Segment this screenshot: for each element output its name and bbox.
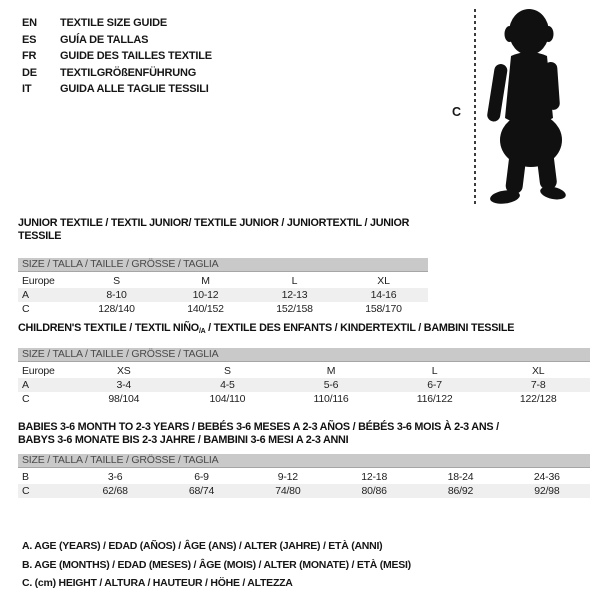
size-cell: 68/74 [188,485,215,497]
junior-textile-section [18,217,428,316]
size-cell: 5-6 [323,379,339,391]
size-cell: 7-8 [530,379,546,391]
language-legend [22,15,212,98]
size-cell: 6-9 [194,471,209,483]
size-cell: 3-6 [107,471,123,483]
size-cell: 128/140 [98,303,135,315]
size-header-bar: SIZE / TALLA / TAILLE / GRÖSSE / TAGLIA [18,454,590,468]
footnote-c: C. (cm) HEIGHT / ALTURA / HAUTEUR / HÖHE / ALTEZZA [22,577,293,589]
size-cell: 116/122 [416,393,453,405]
table-row [18,274,428,288]
table-row [18,378,590,392]
size-cell: 80/86 [361,485,387,497]
legend-label: GUIDA ALLE TAGLIE TESSILI [60,83,209,96]
size-cell: L [431,365,438,377]
size-cell: 6-7 [427,379,442,391]
language-code: ES [22,33,37,46]
size-cell: 152/158 [276,303,313,315]
size-cell: 98/104 [108,393,140,405]
size-cell: 140/152 [187,303,224,315]
size-header-bar: SIZE / TALLA / TAILLE / GRÖSSE / TAGLIA [18,258,428,272]
size-cell: 158/170 [365,303,402,315]
row-label: A [22,379,29,391]
size-table [18,274,428,316]
size-cell: 110/116 [313,393,349,405]
legend-label: GUIDE DES TAILLES TEXTILE [60,50,212,63]
size-header-bar: SIZE / TALLA / TAILLE / GRÖSSE / TAGLIA [18,348,590,362]
height-measure-label: C [452,105,462,119]
table-row [18,470,590,484]
language-code: EN [22,17,37,29]
size-cell: 4-5 [220,379,235,391]
size-cell: 18-24 [447,471,474,483]
legend-label: TEXTILE SIZE GUIDE [60,17,168,29]
size-cell: 3-4 [116,379,132,391]
row-label: Europe [22,275,55,287]
footnote-b: B. AGE (MONTHS) / EDAD (MESES) / ÂGE (MOIS) / ALTER (MONATE) / ETÀ (MESI) [22,558,411,571]
table-row [18,288,428,302]
size-cell: XS [116,365,131,377]
size-cell: 12-18 [361,471,388,483]
size-cell: S [223,365,231,377]
size-cell: M [201,275,210,287]
table-title-line: JUNIOR TEXTILE / TEXTIL JUNIOR/ TEXTILE JUNIOR / JUNIORTEXTIL / JUNIOR TESSILE [18,217,410,242]
size-cell: M [326,365,336,377]
footnote-a: A. AGE (YEARS) / EDAD (AÑOS) / ÂGE (ANS) / ALTER (JAHRE) / ETÀ (ANNI) [22,540,383,552]
size-cell: 104/110 [209,393,246,405]
size-cell: 122/128 [519,393,557,405]
size-cell: 12-13 [281,289,308,301]
row-label: Europe [22,365,55,377]
size-table [18,364,590,406]
size-cell: 62/68 [102,485,128,497]
legend-label: TEXTILGRÖßENFÜHRUNG [60,66,197,79]
row-label: C [22,393,30,405]
size-table [18,470,590,498]
table-row [18,484,590,498]
language-code: IT [22,83,32,96]
language-code: DE [22,66,37,79]
row-label: A [22,289,29,301]
toddler-silhouette-icon [480,6,572,208]
size-cell: 9-12 [277,471,298,483]
section-title [18,421,590,447]
table-title-line: CHILDREN'S TEXTILE / TEXTIL NIÑO/A / TEXTILE DES ENFANTS / KINDERTEXTIL / BAMBINI TESSILE [18,322,515,335]
size-cell: 74/80 [275,485,301,497]
size-cell: 86/92 [447,485,474,497]
babies-textile-section [18,421,590,498]
row-label: C [22,485,30,497]
size-cell: L [291,275,298,287]
legend-row [22,48,212,65]
size-cell: 8-10 [106,289,127,301]
size-cell: 14-16 [370,289,397,301]
children-textile-section [18,322,590,406]
legend-label: GUÍA DE TALLAS [60,33,149,46]
height-measure-line [474,9,476,207]
legend-row [22,32,212,49]
legend-row [22,15,212,32]
section-title [18,322,590,336]
section-title [18,217,428,243]
footnotes [22,537,411,593]
size-cell: 92/98 [534,485,560,497]
size-cell: 24-36 [533,471,560,483]
row-label: C [22,303,30,315]
legend-row [22,65,212,82]
language-code: FR [22,50,37,63]
table-title-line: BABYS 3-6 MONATE BIS 2-3 JAHRE / BAMBINI 3-6 MESI A 2-3 ANNI [18,434,349,446]
size-cell: S [113,275,120,287]
table-row [18,392,590,406]
legend-row [22,81,212,98]
size-cell: 10-12 [192,289,219,301]
row-label: B [22,471,29,483]
size-cell: XL [377,275,390,287]
table-row [18,364,590,378]
table-title-line: BABIES 3-6 MONTH TO 2-3 YEARS / BEBÉS 3-6 MESES A 2-3 AÑOS / BÉBÉS 3-6 MOIS À 2-3 ANS / [18,421,499,433]
size-cell: XL [531,365,545,377]
table-row [18,302,428,316]
